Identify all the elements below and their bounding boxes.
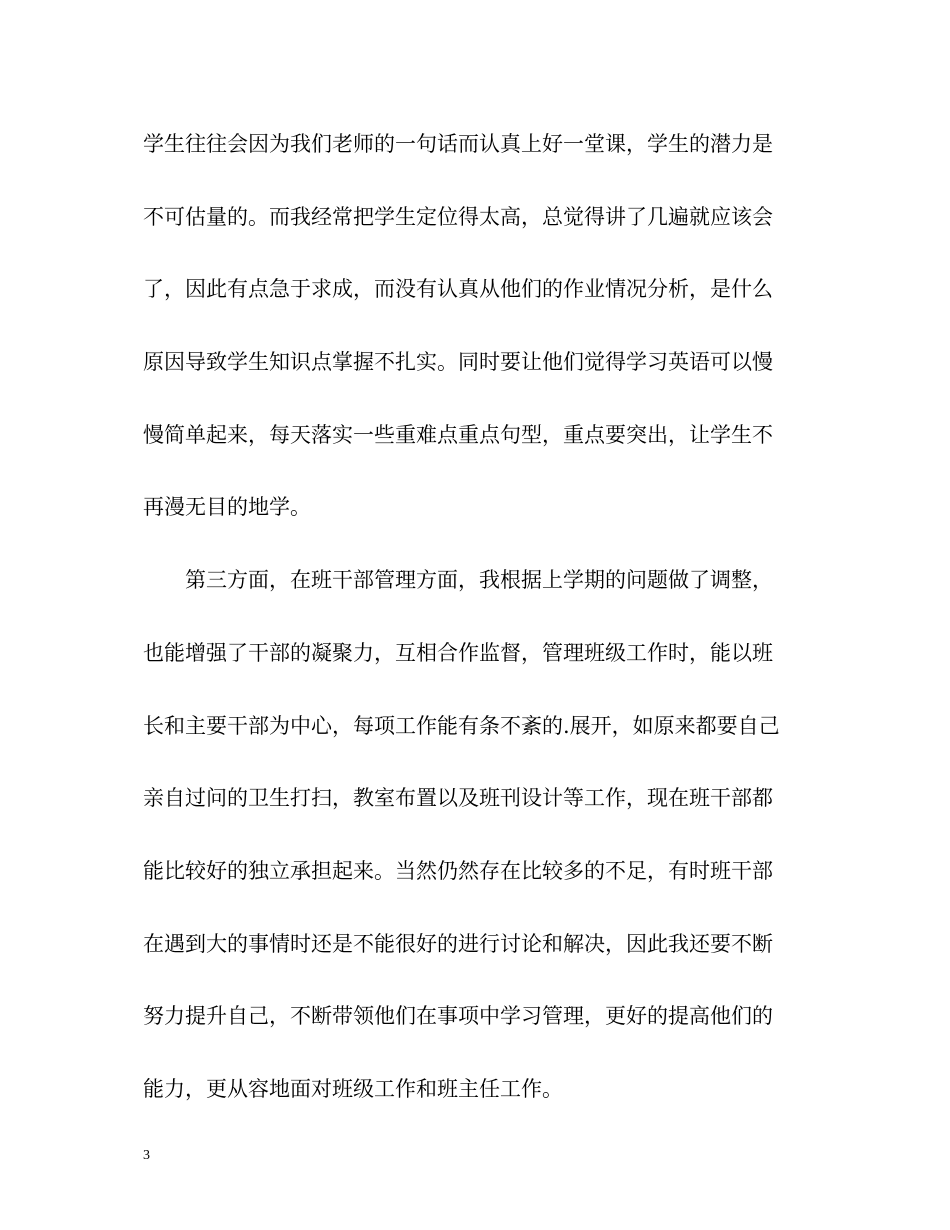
text-line: 亲自过问的卫生打扫，教室布置以及班刊设计等工作，现在班干部都 xyxy=(143,786,773,811)
text-line: 再漫无目的地学。 xyxy=(143,495,311,520)
paragraph-start-line: 第三方面，在班干部管理方面，我根据上学期的问题做了调整， xyxy=(185,568,773,593)
body-text xyxy=(143,126,813,1144)
text-line: 也能增强了干部的凝聚力，互相合作监督，管理班级工作时，能以班 xyxy=(143,640,773,665)
text-line: 了，因此有点急于求成，而没有认真从他们的作业情况分析，是什么 xyxy=(143,277,773,302)
text-line: 原因导致学生知识点掌握不扎实。同时要让他们觉得学习英语可以慢 xyxy=(143,350,773,375)
text-line: 在遇到大的事情时还是不能很好的进行讨论和解决，因此我还要不断 xyxy=(143,931,773,956)
text-line: 不可估量的。而我经常把学生定位得太高，总觉得讲了几遍就应该会 xyxy=(143,204,773,229)
text-line: 能比较好的独立承担起来。当然仍然存在比较多的不足，有时班干部 xyxy=(143,858,773,883)
text-line: 长和主要干部为中心，每项工作能有条不紊的.展开，如原来都要自己 xyxy=(143,713,780,738)
page-number: 3 xyxy=(143,1148,150,1163)
text-line: 能力，更从容地面对班级工作和班主任工作。 xyxy=(143,1076,563,1101)
text-line: 学生往往会因为我们老师的一句话而认真上好一堂课，学生的潜力是 xyxy=(143,132,773,156)
text-line: 慢简单起来，每天落实一些重难点重点句型，重点要突出，让学生不 xyxy=(143,422,773,447)
text-line: 努力提升自己，不断带领他们在事项中学习管理，更好的提高他们的 xyxy=(143,1004,773,1029)
